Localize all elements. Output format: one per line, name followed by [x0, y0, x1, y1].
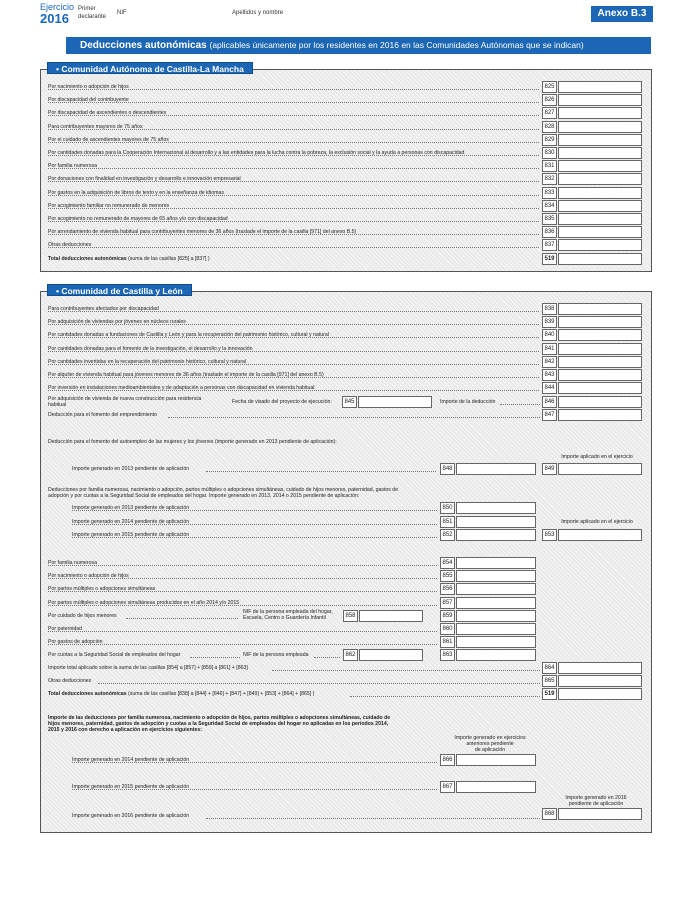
row-label: Por nacimiento o adopción de hijos: [48, 573, 129, 580]
page-title: [66, 37, 651, 54]
row-label: Por cantidades donadas a fundaciones de Castilla y León y para la recuperación del patrimonio histórico, cultural y natural: [48, 332, 329, 339]
construccion-label1: Por adquisición de vivienda de nueva construcción para residencia: [48, 396, 202, 402]
cyl-heading: [47, 284, 192, 296]
casilla-code: 834: [542, 200, 557, 212]
row-label: Por discapacidad de ascendientes o descendientes: [48, 110, 167, 117]
clm-total-row: [48, 256, 210, 263]
casilla-code: 836: [542, 226, 557, 238]
casilla-code: 855: [440, 570, 455, 582]
nif-label: NIF: [117, 10, 127, 16]
casilla-846-code: 846: [542, 396, 557, 408]
casilla-input[interactable]: [456, 502, 536, 514]
casilla-input[interactable]: [558, 121, 642, 133]
casilla-input[interactable]: [456, 636, 536, 648]
casilla-847-input[interactable]: [558, 409, 642, 421]
row-label: Por paternidad: [48, 626, 83, 632]
row-label: Por adquisición de viviendas por jóvenes en núcleos rurales: [48, 319, 186, 326]
row-label: Por familia numerosa: [48, 560, 98, 566]
casilla-input[interactable]: [558, 382, 642, 394]
pendientes-heading2: hijos menores, paternidad, gastos de adopción y cuotas a la Seguridad Social de empleados del hogar no aplicadas en los períodos 2014,: [48, 721, 389, 727]
casilla-code: 840: [542, 329, 557, 341]
casilla-code: 828: [542, 121, 557, 133]
casilla-code: 850: [440, 502, 455, 514]
pendientes-heading1: Importe de las deducciones por familia numerosa, nacimiento o adopción de hijos, partos múltiples o adopciones simultáneas, cuidado de: [48, 715, 391, 721]
casilla-code: 838: [542, 303, 557, 315]
row-label: Por el cuidado de ascendientes mayores de 75 años: [48, 136, 169, 143]
dots: [314, 652, 340, 658]
title-sub: (aplicables únicamente por los residentes en 2016 en las Comunidades Autónomas que se indican): [209, 40, 584, 50]
casilla-input[interactable]: [558, 213, 642, 225]
casilla-input[interactable]: [558, 160, 642, 172]
casilla-853-input[interactable]: [558, 529, 642, 541]
casilla-code: 835: [542, 213, 557, 225]
cuidado-nif-label1: NIF de la persona empleada del hogar,: [243, 609, 333, 615]
casilla-input[interactable]: [558, 329, 642, 341]
casilla-input[interactable]: [558, 187, 642, 199]
dots: [48, 163, 539, 169]
casilla-code: 825: [542, 81, 557, 93]
familia-heading2: adopción y por cuotas a la Seguridad Social de empleados del hogar. Importe generado en 2013, 2014 o 2015 pendiente de aplicación:: [48, 493, 360, 499]
casilla-input[interactable]: [558, 200, 642, 212]
casilla-input[interactable]: [558, 107, 642, 119]
row-label: Por gastos de adopción: [48, 639, 103, 646]
casilla-code: 851: [440, 516, 455, 528]
casilla-code: 833: [542, 187, 557, 199]
cyl-heading-text: Comunidad de Castilla y León: [61, 286, 183, 296]
casilla-code: 856: [440, 583, 455, 595]
casilla-859-input[interactable]: [456, 610, 536, 622]
casilla-858-code: 858: [343, 610, 358, 622]
dots: [126, 613, 238, 619]
pendientes-col2-l2: pendiente de aplicación: [568, 801, 624, 807]
dots: [48, 242, 539, 248]
casilla-input[interactable]: [558, 343, 642, 355]
row-label: Por acogimiento no remunerado de mayores de 65 años y/o con discapacidad: [48, 216, 228, 222]
row-label: Por nacimiento o adopción de hijos: [48, 84, 129, 90]
casilla-865-input[interactable]: [558, 675, 642, 687]
casilla-input[interactable]: [456, 781, 536, 793]
familia-heading1: Deducciones por familia numerosa, nacimiento o adopción, partos múltiples o adopciones simultáneas, cuidado de hijos menores, paternidad, gastos de: [48, 487, 399, 493]
casilla-code: 829: [542, 134, 557, 146]
casilla-input[interactable]: [456, 623, 536, 635]
familia-applied-header: Importe aplicado en el ejercicio: [561, 519, 633, 525]
construccion-label2: habitual: [48, 402, 67, 408]
dots: [206, 813, 540, 819]
casilla-input[interactable]: [456, 529, 536, 541]
casilla-848-input[interactable]: [456, 463, 536, 475]
casilla-862-input[interactable]: [359, 649, 423, 661]
cyl-total-row: [48, 691, 314, 698]
dots: [350, 691, 540, 697]
dots: [98, 678, 540, 684]
casilla-863-input[interactable]: [456, 649, 536, 661]
dots: [48, 639, 437, 645]
casilla-859-code: 859: [440, 610, 455, 622]
ejercicio-label: Ejercicio: [40, 2, 75, 12]
row-label: Importe generado en 2015 pendiente de aplicación: [72, 784, 190, 790]
casilla-847-code: 847: [542, 409, 557, 421]
row-label: Importe generado en 2013 pendiente de aplicación: [72, 505, 190, 511]
row-label: Por arrendamiento de vivienda habitual para contribuyentes menores de 36 años (traslade el importe de la casilla [971] del anexo B.5): [48, 229, 357, 236]
cyl-total-label: Total deducciones autonómicas: [48, 691, 127, 697]
clm-heading: [47, 62, 253, 74]
cuotas-nif-label: NIF de la persona empleada: [243, 652, 309, 658]
casilla-input[interactable]: [558, 134, 642, 146]
casilla-input[interactable]: [558, 226, 642, 238]
row-label: Por acogimiento familiar no remunerado de menores: [48, 202, 170, 209]
casilla-input[interactable]: [456, 754, 536, 766]
row-label: Por gastos en la adquisición de libros de texto y en la enseñanza de idiomas: [48, 189, 224, 196]
casilla-849-input[interactable]: [558, 463, 642, 475]
casilla-input[interactable]: [558, 303, 642, 315]
clm-total-note: (suma de las casillas [825] a [837] ): [128, 256, 210, 262]
dots: [272, 665, 540, 671]
casilla-519-cyl-input[interactable]: [558, 688, 642, 700]
autoempleo-heading: Deducción para el fomento del autoempleo de las mujeres y los jóvenes (importe generado en 2013 pendiente de aplicación):: [48, 439, 337, 445]
row-label: Importe generado en 2015 pendiente de aplicación: [72, 532, 190, 538]
casilla-code: 867: [440, 781, 455, 793]
casilla-input[interactable]: [456, 583, 536, 595]
casilla-input[interactable]: [456, 570, 536, 582]
row-label: Para contribuyentes mayores de 75 años: [48, 123, 143, 130]
casilla-input[interactable]: [558, 356, 642, 368]
casilla-862-code: 862: [343, 649, 358, 661]
casilla-848-code: 848: [440, 463, 455, 475]
row-label: Importe generado en 2014 pendiente de aplicación: [72, 518, 190, 525]
casilla-code: 843: [542, 369, 557, 381]
casilla-input[interactable]: [558, 173, 642, 185]
casilla-864-code: 864: [542, 662, 557, 674]
casilla-868-input[interactable]: [558, 808, 642, 820]
row-label: Por partos múltiples o adopciones simultáneas producidos en el año 2014 y/o 2015: [48, 599, 240, 606]
casilla-code: 826: [542, 94, 557, 106]
casilla-code: 827: [542, 107, 557, 119]
row-label: Otras deducciones: [48, 242, 92, 249]
pendientes-col2-l1: Importe generado en 2016: [565, 795, 627, 801]
row-label: Por inversión en instalaciones medioambientales y de adaptación a personas con discapacidad en vivienda habitual: [48, 385, 315, 392]
dots: [48, 560, 437, 566]
casilla-input[interactable]: [558, 81, 642, 93]
cuotas-label: Por cuotas a la Seguridad Social de empleados del hogar: [48, 652, 181, 658]
casilla-code: 837: [542, 239, 557, 251]
pendientes-col1-l3: de aplicación: [474, 747, 506, 753]
primer-label: Primer: [78, 6, 96, 12]
pendientes-col1-l2: anteriores pendiente: [466, 741, 514, 747]
casilla-code: 852: [440, 529, 455, 541]
anexo-badge: Anexo B.3: [591, 6, 653, 22]
casilla-code: 860: [440, 623, 455, 635]
casilla-code: 857: [440, 597, 455, 609]
casilla-519-cyl-code: 519: [542, 688, 557, 700]
casilla-input[interactable]: [558, 239, 642, 251]
row-label: Por discapacidad del contribuyente: [48, 97, 129, 104]
row-label: Importe generado en 2014 pendiente de aplicación: [72, 757, 190, 763]
declarante-label: declarante: [78, 14, 107, 20]
total-aplicado-label: Importe total aplicado sobre la suma de las casillas [854] a [857] + [859] a [861] + [863]: [48, 665, 248, 671]
row-label: Por familia numerosa: [48, 163, 98, 170]
casilla-code: 831: [542, 160, 557, 172]
bullet-icon: •: [56, 64, 62, 74]
apellidos-label: Apellidos y nombre: [232, 10, 284, 16]
casilla-input[interactable]: [558, 94, 642, 106]
casilla-code: 830: [542, 147, 557, 159]
otras-label: Otras deducciones: [48, 678, 92, 684]
casilla-code: 839: [542, 316, 557, 328]
clm-total-label: Total deducciones autonómicas: [48, 256, 127, 262]
casilla-863-code: 863: [440, 649, 455, 661]
dots: [48, 626, 437, 632]
casilla-code: 866: [440, 754, 455, 766]
casilla-865-code: 865: [542, 675, 557, 687]
title-main: Deducciones autonómicas: [80, 40, 207, 51]
casilla-849-code: 849: [542, 463, 557, 475]
pendientes-2016-label: Importe generado en 2016 pendiente de aplicación: [72, 813, 190, 819]
row-label: Por cantidades donadas para la Cooperación Internacional al desarrollo y a las entidades para la lucha contra la pobreza, la exclusión social y la ayuda a personas con discapacidad: [48, 150, 465, 156]
casilla-code: 861: [440, 636, 455, 648]
casilla-519-clm-code: 519: [542, 253, 557, 265]
cuidado-label: Por cuidado de hijos menores: [48, 613, 117, 619]
casilla-code: 854: [440, 557, 455, 569]
pendientes-heading3: 2015 y 2016 con derecho a aplicación en ejercicios siguientes:: [48, 727, 202, 733]
casilla-853-code: 853: [542, 529, 557, 541]
casilla-845-input[interactable]: [358, 396, 432, 408]
casilla-519-clm-input[interactable]: [558, 253, 642, 265]
importe-deduccion-label: Importe de la deducción: [440, 399, 496, 405]
row-label: Por cantidades donadas para el fomento de la investigación, el desarrollo y la innovación: [48, 345, 253, 352]
casilla-code: 844: [542, 382, 557, 394]
row-label: Por partos múltiples o adopciones simultáneas: [48, 586, 156, 593]
cyl-total-note: (suma de las casillas [838] a [844] + [846] + [847] + [849] + [853] + [864] + [865] ): [128, 691, 315, 697]
row-label: Para contribuyentes afectados por discapacidad: [48, 306, 159, 312]
casilla-input[interactable]: [558, 147, 642, 159]
row-label: Por cantidades invertidas en la recuperación del patrimonio histórico, cultural y natural: [48, 358, 247, 365]
casilla-input[interactable]: [456, 597, 536, 609]
ejercicio-year: 2016: [40, 11, 69, 26]
autoempleo-row-label: Importe generado en 2013 pendiente de aplicación: [72, 466, 190, 472]
row-label: Por alquiler de vivienda habitual para jóvenes menores de 36 años (traslade el importe de la casilla [971] del anexo B.5): [48, 372, 324, 378]
bullet-icon: •: [56, 286, 62, 296]
autoempleo-applied-header: Importe aplicado en el ejercicio: [561, 454, 633, 460]
emprendimiento-label: Deducción para el fomento del emprendimiento: [48, 412, 158, 418]
casilla-input[interactable]: [558, 316, 642, 328]
row-label: Por donaciones con finalidad en investigación y desarrollo e innovación empresarial: [48, 176, 241, 183]
casilla-input[interactable]: [456, 557, 536, 569]
casilla-code: 842: [542, 356, 557, 368]
clm-heading-text: Comunidad Autónoma de Castilla-La Mancha: [61, 64, 244, 74]
casilla-code: 841: [542, 343, 557, 355]
fecha-visado-label: Fecha de visado del proyecto de ejecución:: [232, 399, 332, 405]
cuidado-nif-label2: Escuela, Centro o Guardería Infantil: [243, 615, 326, 621]
dots: [190, 652, 240, 658]
casilla-864-input[interactable]: [558, 662, 642, 674]
dots: [168, 412, 540, 418]
casilla-868-code: 868: [542, 808, 557, 820]
pendientes-col1-l1: Importe generado en ejercicios: [454, 735, 526, 741]
casilla-845-code: 845: [342, 396, 357, 408]
casilla-input[interactable]: [456, 516, 536, 528]
dots: [500, 399, 540, 405]
casilla-858-input[interactable]: [359, 610, 423, 622]
casilla-input[interactable]: [558, 369, 642, 381]
casilla-846-input[interactable]: [558, 396, 642, 408]
dots: [206, 466, 436, 472]
casilla-code: 832: [542, 173, 557, 185]
